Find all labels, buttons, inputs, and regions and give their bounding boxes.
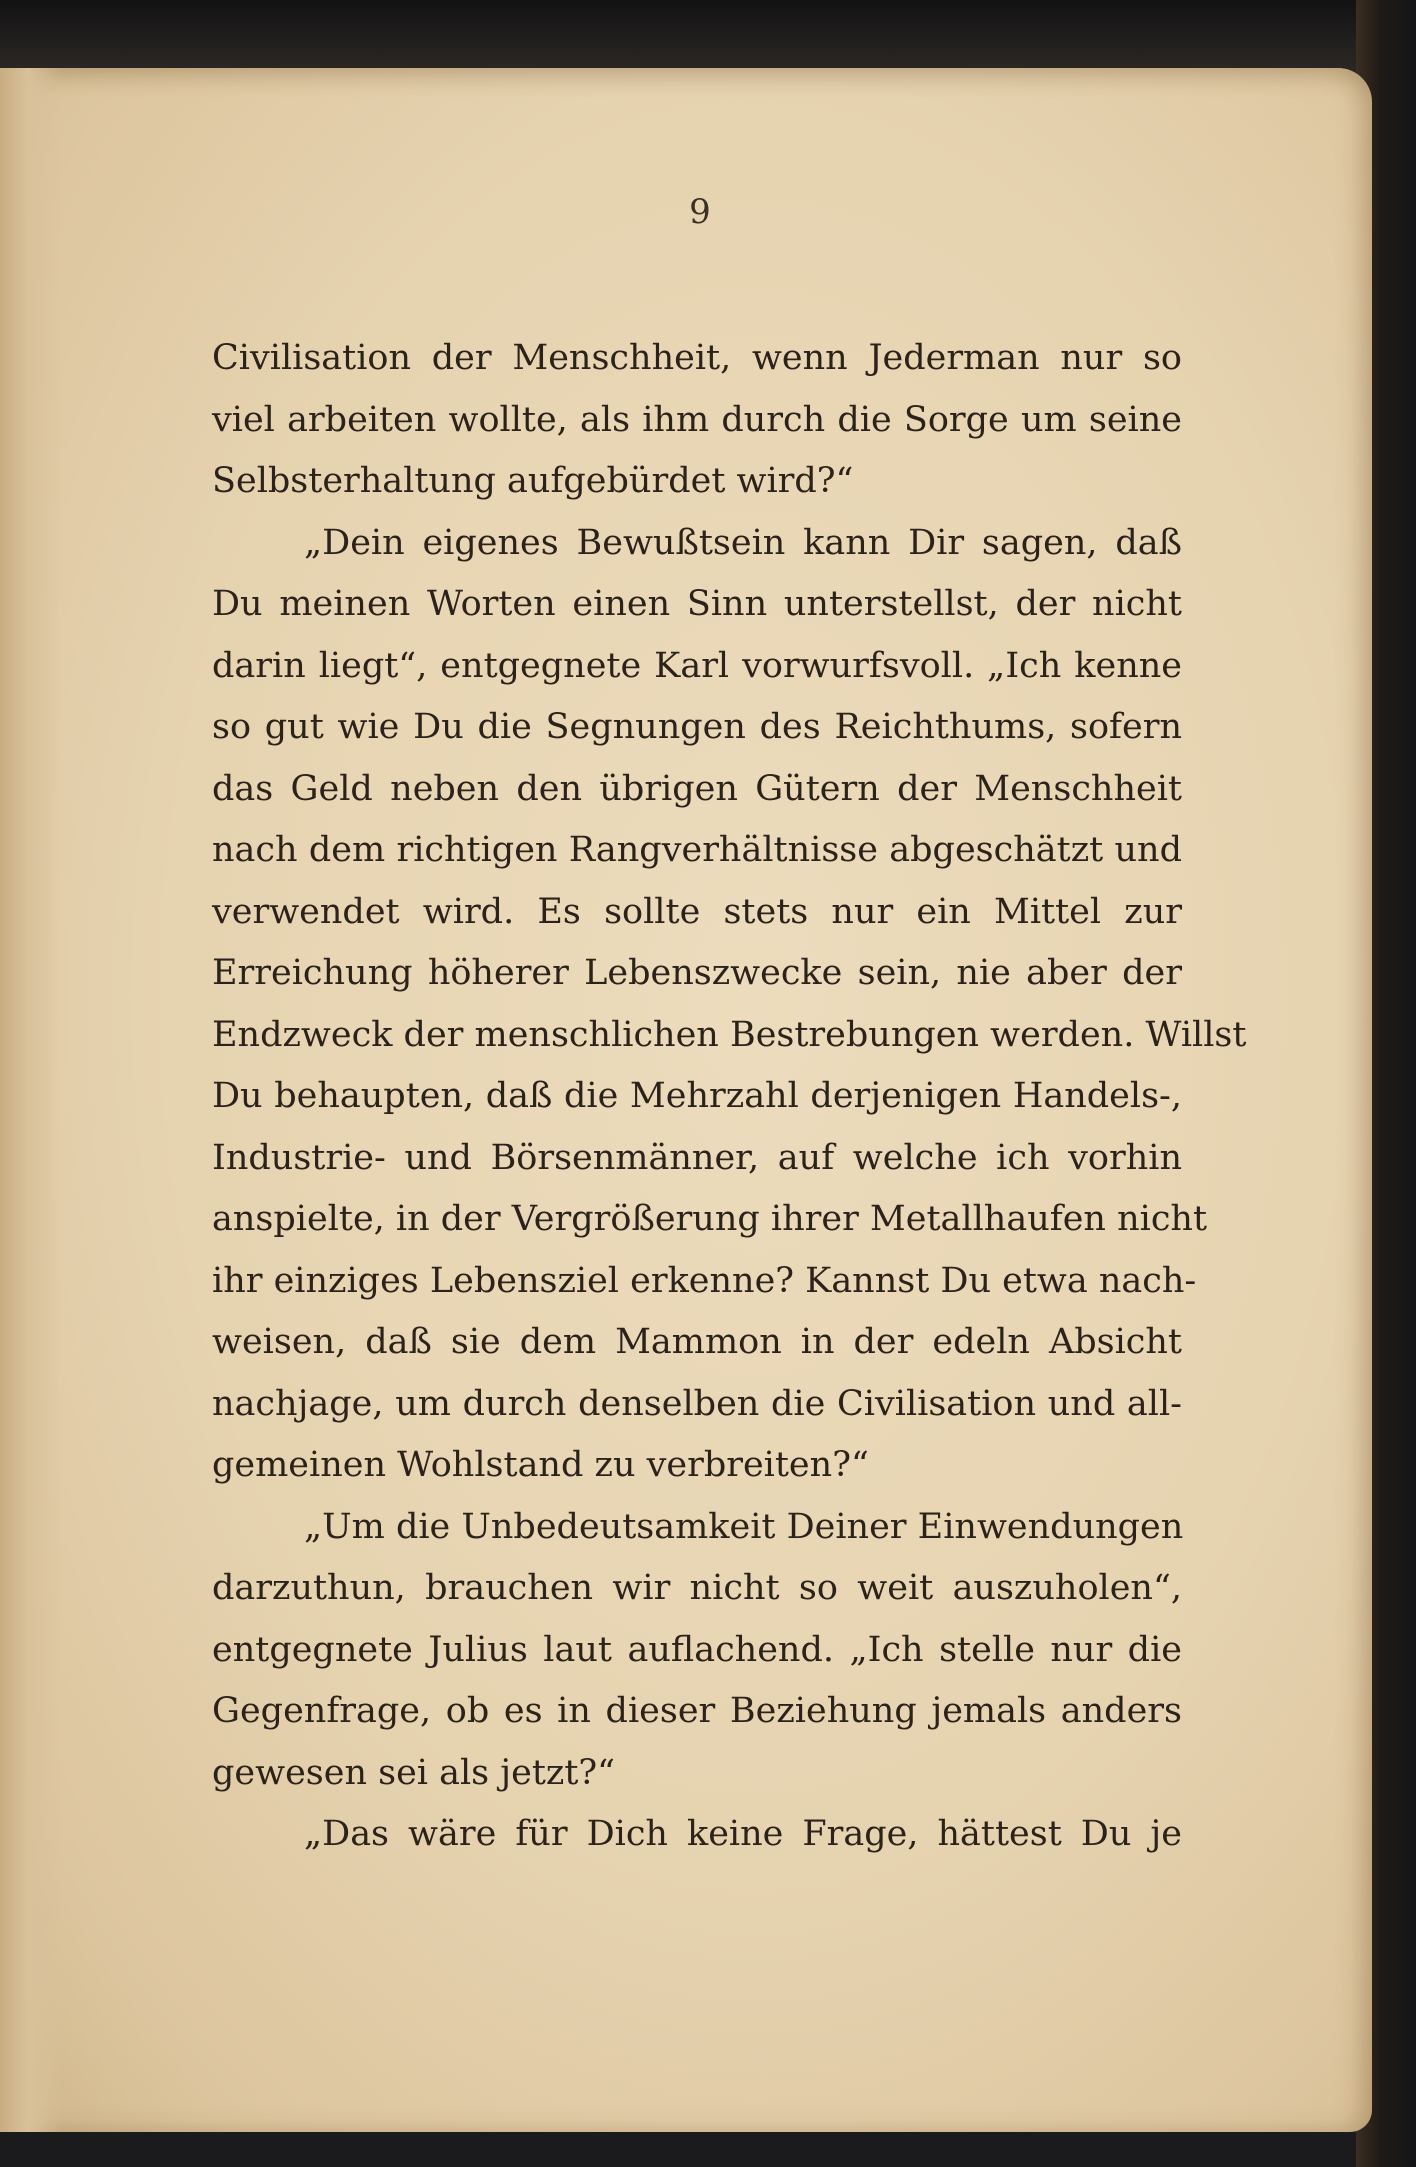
text-line: „Das wäre für Dich keine Frage, hättest Du je bbox=[304, 1814, 1182, 1854]
text-line: Du behaupten, daß die Mehrzahl derjenigen Handels-, bbox=[212, 1076, 1182, 1116]
text-line: Selbsterhaltung aufgebürdet wird?“ bbox=[212, 461, 854, 501]
page-text bbox=[212, 328, 1247, 1866]
text-line: darzuthun, brauchen wir nicht so weit auszuholen“, bbox=[212, 1568, 1182, 1608]
text-line: „Um die Unbedeutsamkeit Deiner Einwendungen bbox=[304, 1506, 1184, 1547]
text-line: entgegnete Julius laut auflachend. „Ich stelle nur die bbox=[212, 1629, 1182, 1670]
page-gutter bbox=[0, 68, 62, 2132]
text-line: gemeinen Wohlstand zu verbreiten?“ bbox=[212, 1445, 869, 1485]
text-line: darin liegt“, entgegnete Karl vorwurfsvoll. „Ich kenne bbox=[212, 645, 1182, 686]
text-line: Endzweck der menschlichen Bestrebungen werden. Willst bbox=[212, 1014, 1247, 1055]
text-line: „Dein eigenes Bewußtsein kann Dir sagen, daß bbox=[304, 522, 1182, 563]
text-line: nachjage, um durch denselben die Civilisation und all- bbox=[212, 1383, 1182, 1424]
text-line: so gut wie Du die Segnungen des Reichthums, sofern bbox=[212, 707, 1182, 747]
text-line: Gegenfrage, ob es in dieser Beziehung jemals anders bbox=[212, 1691, 1182, 1731]
text-line: nach dem richtigen Rangverhältnisse abgeschätzt und bbox=[212, 830, 1182, 870]
text-line: Industrie- und Börsenmänner, auf welche ich vorhin bbox=[212, 1137, 1182, 1178]
text-line: gewesen sei als jetzt?“ bbox=[212, 1752, 616, 1793]
text-line: Civilisation der Menschheit, wenn Jederman nur so bbox=[212, 338, 1182, 378]
text-line: Du meinen Worten einen Sinn unterstellst, der nicht bbox=[212, 584, 1182, 624]
text-line: weisen, daß sie dem Mammon in der edeln Absicht bbox=[212, 1322, 1182, 1362]
text-line: Erreichung höherer Lebenszwecke sein, nie aber der bbox=[212, 953, 1182, 993]
text-line: anspielte, in der Vergrößerung ihrer Metallhaufen nicht bbox=[212, 1199, 1208, 1239]
text-line: ihr einziges Lebensziel erkenne? Kannst Du etwa nach- bbox=[212, 1260, 1197, 1301]
text-line: das Geld neben den übrigen Gütern der Menschheit bbox=[212, 768, 1182, 809]
text-line: viel arbeiten wollte, als ihm durch die Sorge um seine bbox=[212, 399, 1182, 440]
page-number: 9 bbox=[689, 192, 711, 232]
text-line: verwendet wird. Es sollte stets nur ein Mittel zur bbox=[212, 891, 1182, 932]
